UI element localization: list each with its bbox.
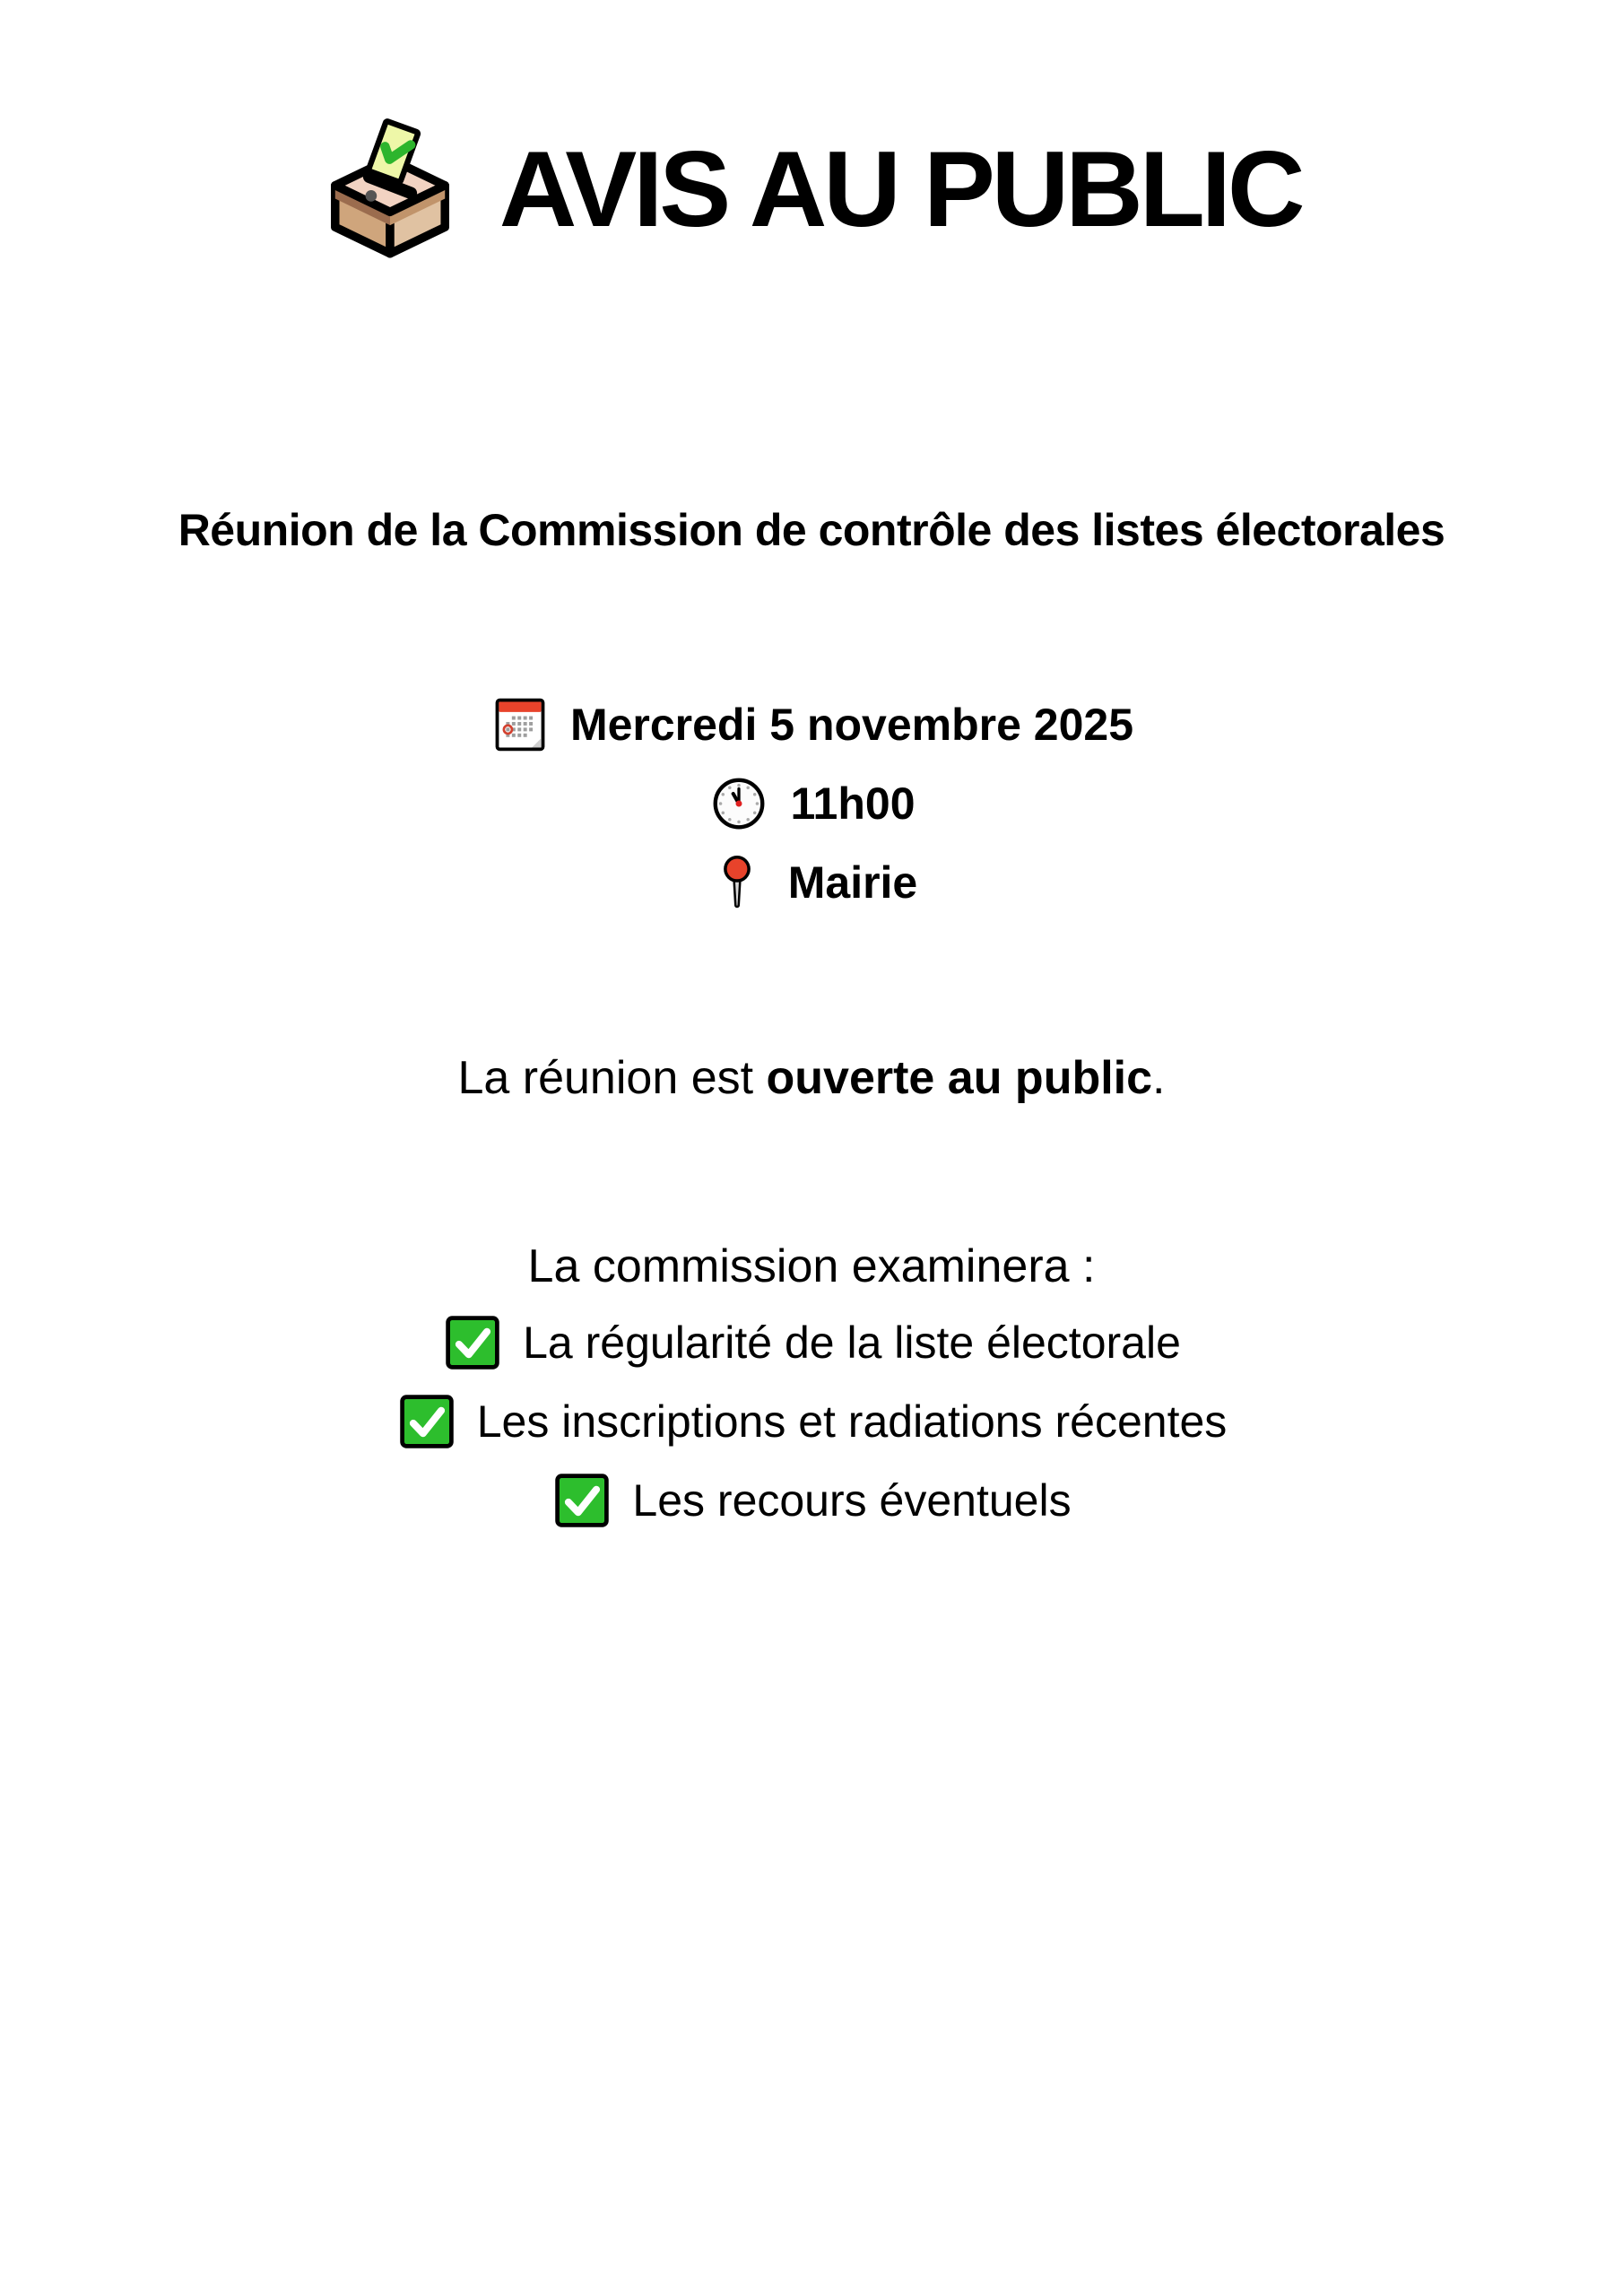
check-mark-icon [551,1470,612,1531]
place-line [0,850,1623,915]
place-text: Mairie [787,857,918,908]
open-line-period: . [1152,1052,1166,1104]
notice-header [0,109,1623,269]
notice-title: AVIS AU PUBLIC [499,129,1302,249]
date-line [0,692,1623,757]
clock-icon [707,772,770,835]
time-text: 11h00 [790,778,916,829]
calendar-icon [490,694,551,755]
ballot-box-with-ballot-icon [322,115,458,264]
agenda-item-text: La régularité de la liste électorale [523,1318,1181,1368]
agenda-item [0,1390,1623,1453]
check-mark-icon [396,1391,457,1452]
open-line-regular: La réunion est [457,1052,767,1104]
meeting-subtitle: Réunion de la Commission de contrôle des listes électorales [178,505,1445,555]
date-text: Mercredi 5 novembre 2025 [569,700,1134,750]
agenda-item-text: Les recours éventuels [632,1475,1072,1526]
check-mark-icon [442,1312,503,1373]
open-to-public-line [0,1051,1623,1105]
time-line [0,771,1623,836]
agenda-item [0,1311,1623,1374]
agenda-item-text: Les inscriptions et radiations récentes [476,1396,1228,1447]
agenda-item [0,1469,1623,1532]
round-pushpin-icon [706,851,768,914]
open-line-bold: ouverte au public [766,1052,1153,1104]
agenda-intro: La commission examinera : [527,1240,1096,1292]
